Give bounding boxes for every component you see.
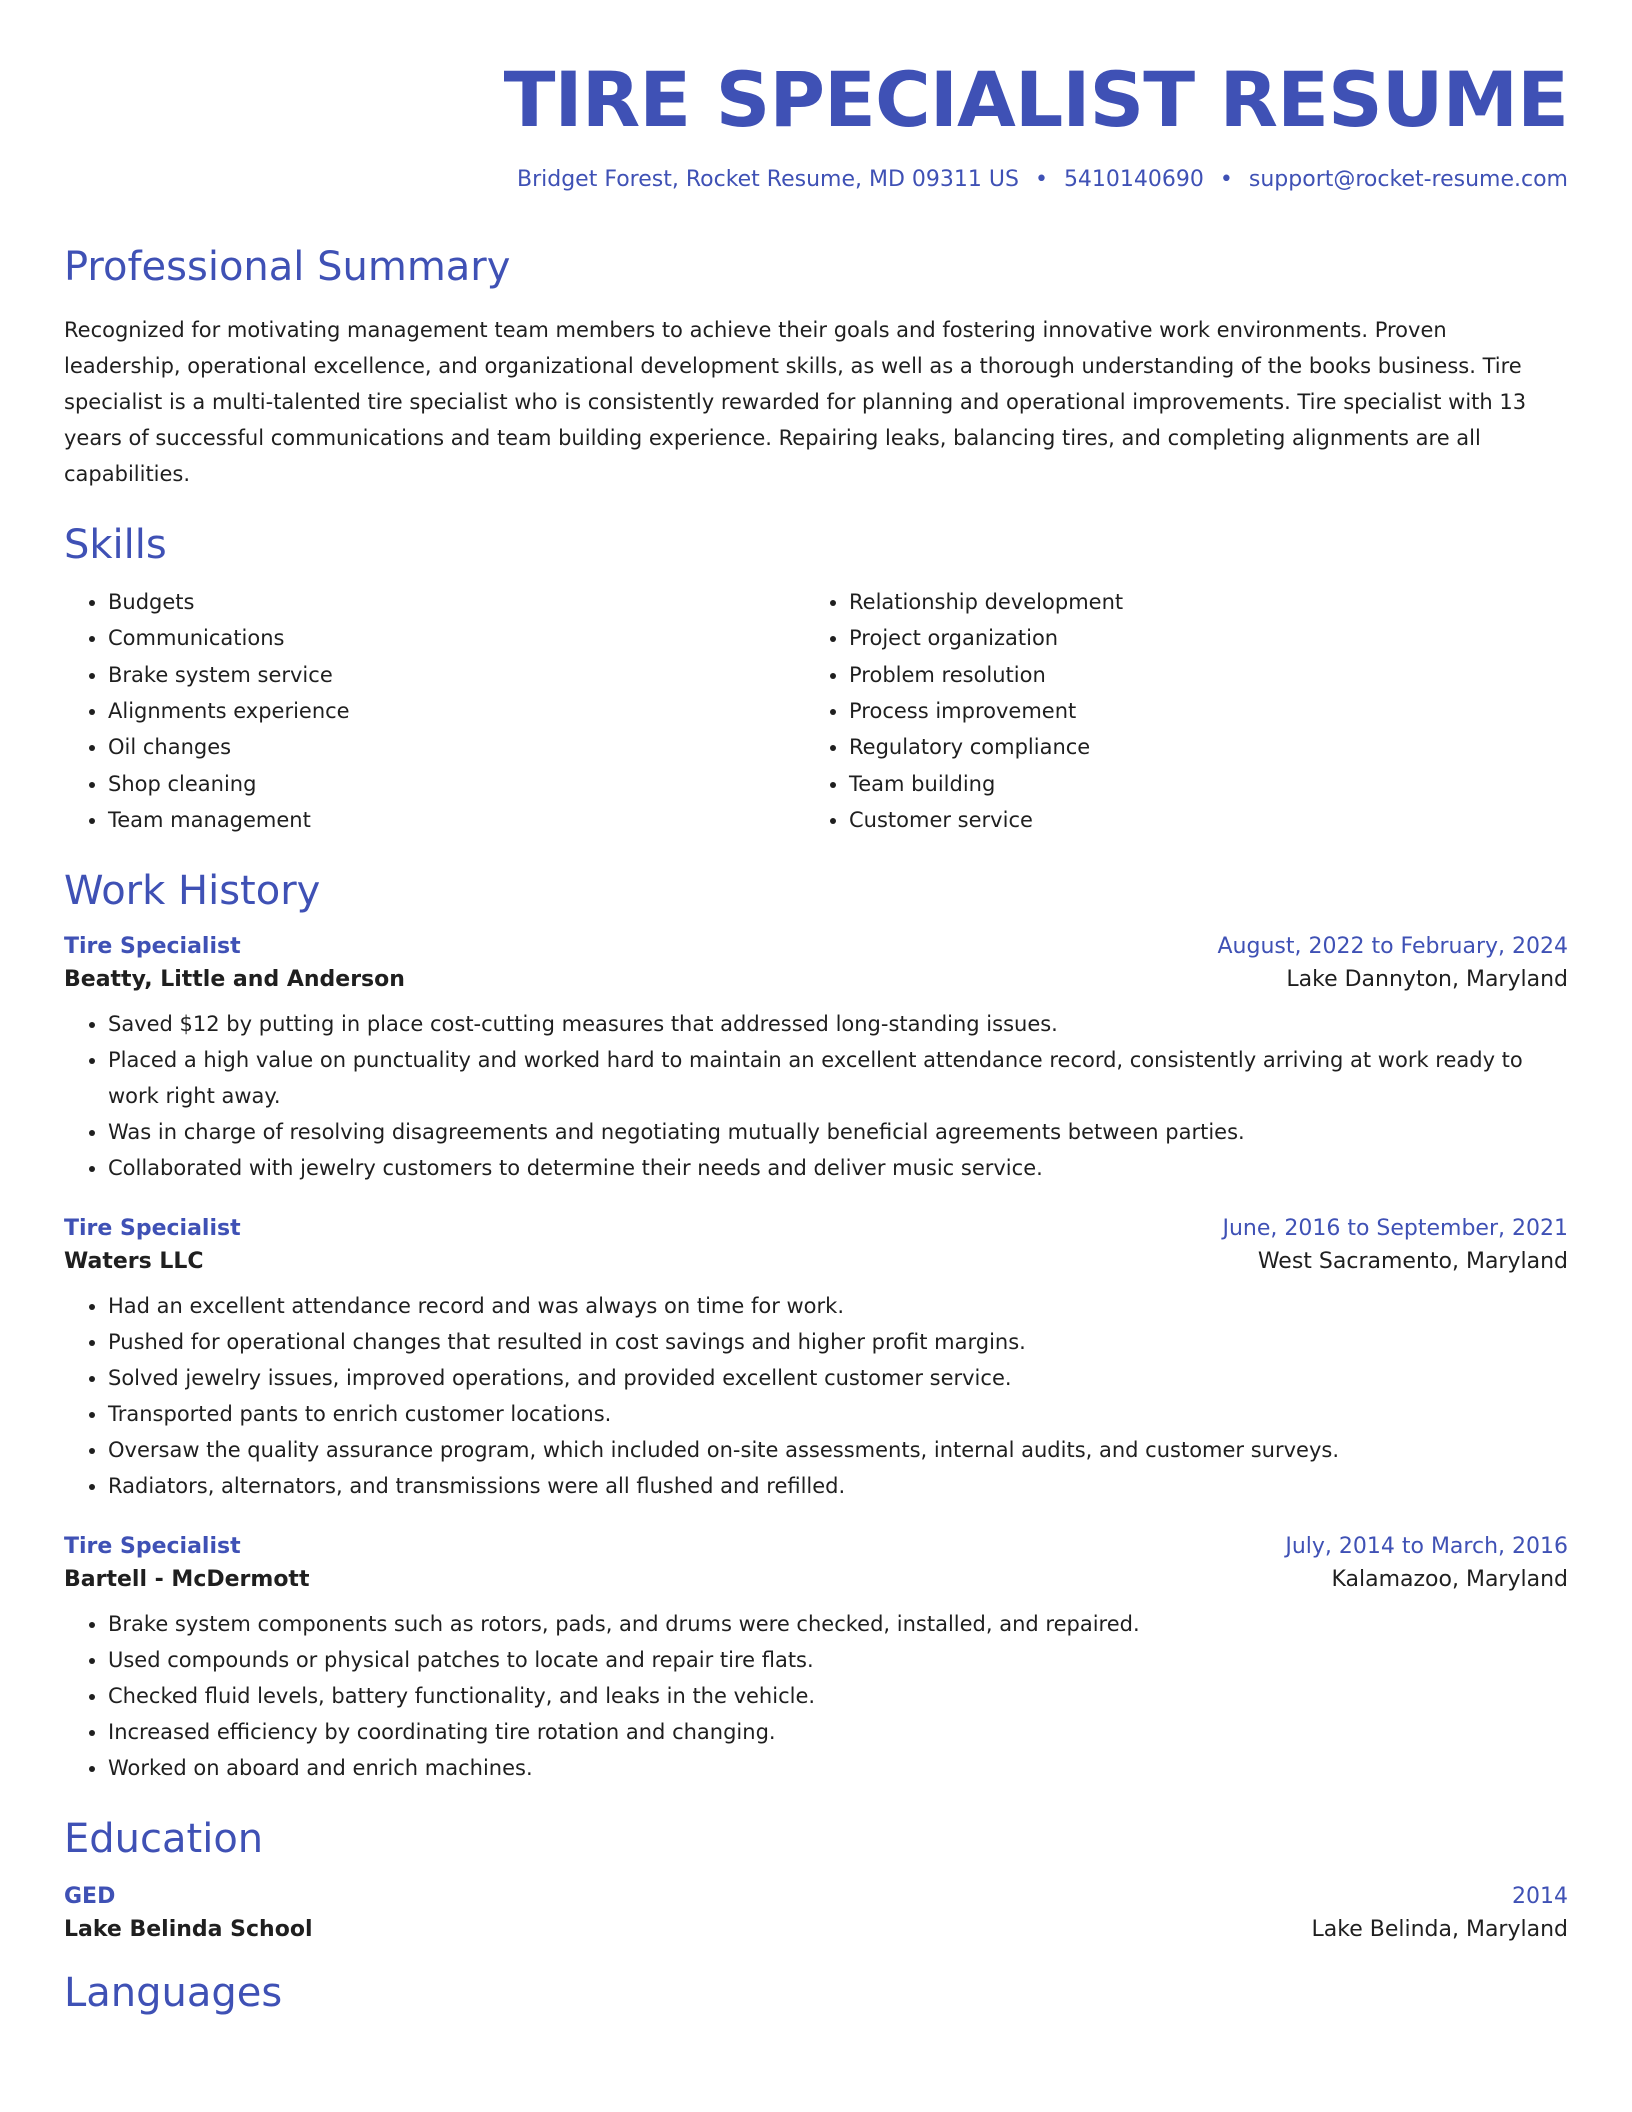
job-bullet-list: [64, 1288, 1568, 1504]
summary-text: Recognized for motivating management team members to achieve their goals and fostering innovative work environments. Proven leadership, operational excellence, and organizational development skills, as well as a thorough understanding of the books business. Tire specialist is a multi-talented tire specialist who is consistently rewarded for planning and operational improvements. Tire specialist with 13 years of successful communications and team building experience. Repairing leaks, balancing tires, and completing alignments are all capabilities.: [64, 318, 1527, 487]
contact-phone: 5410140690: [1063, 167, 1204, 193]
education-heading: Education: [64, 1816, 264, 1863]
job-dates: August, 2022 to February, 2024: [1217, 934, 1568, 960]
job-company: Waters LLC: [64, 1249, 204, 1275]
contact-address: Bridget Forest, Rocket Resume, MD 09311 US: [517, 167, 1019, 193]
skill-item: • Oil changes: [108, 729, 805, 765]
education-school: Lake Belinda School: [64, 1917, 313, 1943]
skill-item: • Shop cleaning: [108, 766, 805, 802]
education-school-row: [64, 1909, 1568, 1942]
job-company-row: [64, 959, 1568, 992]
job-bullet: • Pushed for operational changes that resulted in cost savings and higher profit margins.: [108, 1324, 1568, 1360]
job-header-row: [64, 1534, 1568, 1559]
skill-item: • Brake system service: [108, 657, 805, 693]
skill-item: • Problem resolution: [849, 657, 1546, 693]
job-bullet: • Was in charge of resolving disagreements and negotiating mutually beneficial agreements between parties.: [108, 1114, 1568, 1150]
skill-item: • Project organization: [849, 620, 1546, 656]
skill-item: • Regulatory compliance: [849, 729, 1546, 765]
job-bullet: • Checked fluid levels, battery functionality, and leaks in the vehicle.: [108, 1678, 1568, 1714]
skill-item: • Team building: [849, 766, 1546, 802]
skill-item: • Budgets: [108, 584, 805, 620]
job-bullet: • Had an excellent attendance record and was always on time for work.: [108, 1288, 1568, 1324]
skill-item: • Team management: [108, 802, 805, 838]
education-year: 2014: [1512, 1884, 1568, 1910]
languages-heading: Languages: [64, 1970, 283, 2017]
job-bullet: • Transported pants to enrich customer locations.: [108, 1396, 1568, 1432]
job-company-row: [64, 1241, 1568, 1274]
job-dates: June, 2016 to September, 2021: [1222, 1216, 1568, 1242]
job-header-row: [64, 1216, 1568, 1241]
contact-separator: •: [1219, 167, 1233, 193]
job-bullet: • Worked on aboard and enrich machines.: [108, 1750, 1568, 1786]
education-header-row: [64, 1884, 1568, 1909]
job-bullet: • Placed a high value on punctuality and worked hard to maintain an excellent attendance record, consistently arriving at work ready to work right away.: [108, 1042, 1568, 1114]
job-company-row: [64, 1559, 1568, 1592]
summary-heading: Professional Summary: [64, 244, 511, 291]
skills-grid: [64, 584, 1568, 838]
skill-item: • Customer service: [849, 802, 1546, 838]
job-entry: [64, 1534, 1568, 1786]
job-entry: [64, 934, 1568, 1186]
job-company: Beatty, Little and Anderson: [64, 967, 405, 993]
job-bullet-list: [64, 1006, 1568, 1186]
job-location: Kalamazoo, Maryland: [1331, 1567, 1568, 1593]
job-header-row: [64, 934, 1568, 959]
skill-item: • Alignments experience: [108, 693, 805, 729]
contact-separator: •: [1034, 167, 1048, 193]
resume-title: TIRE SPECIALIST RESUME: [503, 55, 1568, 144]
education-degree: GED: [64, 1884, 116, 1910]
job-company: Bartell - McDermott: [64, 1567, 310, 1593]
job-bullet: • Collaborated with jewelry customers to determine their needs and deliver music service.: [108, 1150, 1568, 1186]
job-title: Tire Specialist: [64, 1534, 241, 1560]
contact-email[interactable]: support@rocket-resume.com: [1248, 167, 1568, 193]
job-location: West Sacramento, Maryland: [1257, 1249, 1568, 1275]
education-entry: [64, 1884, 1568, 1942]
job-bullet: • Brake system components such as rotors, pads, and drums were checked, installed, and repaired.: [108, 1606, 1568, 1642]
job-bullet: • Saved $12 by putting in place cost-cutting measures that addressed long-standing issues.: [108, 1006, 1568, 1042]
skill-item: • Relationship development: [849, 584, 1546, 620]
skills-list-right: [805, 584, 1546, 838]
job-entry: [64, 1216, 1568, 1504]
skill-item: • Communications: [108, 620, 805, 656]
job-location: Lake Dannyton, Maryland: [1286, 967, 1568, 993]
skills-heading: Skills: [64, 522, 167, 569]
job-dates: July, 2014 to March, 2016: [1285, 1534, 1568, 1560]
job-bullet: • Solved jewelry issues, improved operations, and provided excellent customer service.: [108, 1360, 1568, 1396]
job-bullet: • Oversaw the quality assurance program, which included on-site assessments, internal audits, and customer surveys.: [108, 1432, 1568, 1468]
job-title: Tire Specialist: [64, 934, 241, 960]
skills-list-left: [64, 584, 805, 838]
job-bullet: • Increased efficiency by coordinating tire rotation and changing.: [108, 1714, 1568, 1750]
contact-line: [64, 167, 1568, 192]
skill-item: • Process improvement: [849, 693, 1546, 729]
job-title: Tire Specialist: [64, 1216, 241, 1242]
job-bullet: • Radiators, alternators, and transmissions were all flushed and refilled.: [108, 1468, 1568, 1504]
job-bullet-list: [64, 1606, 1568, 1786]
job-bullet: • Used compounds or physical patches to locate and repair tire flats.: [108, 1642, 1568, 1678]
education-location: Lake Belinda, Maryland: [1311, 1917, 1568, 1943]
work-history-heading: Work History: [64, 868, 321, 915]
